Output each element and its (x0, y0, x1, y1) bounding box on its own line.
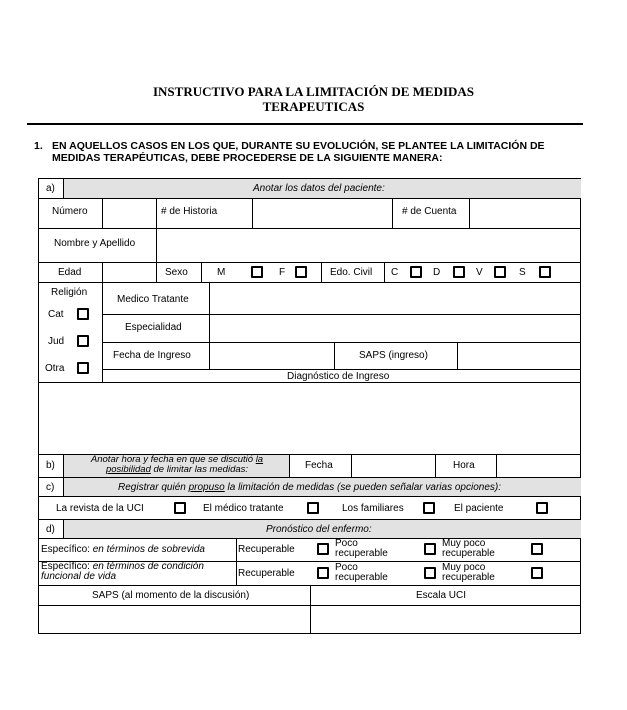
function-muy-poco-checkbox[interactable] (531, 567, 543, 579)
medico-tratante-label: Medico Tratante (117, 294, 189, 305)
section-b-heading: Anotar hora y fecha en que se discutió la posibilidad de limitar las medidas: (90, 454, 264, 475)
religion-label: Religión (51, 287, 88, 298)
function-poco-label: Poco recuperable (335, 562, 388, 583)
historia-label: # de Historia (161, 206, 218, 217)
instruction-line-2: MEDIDAS TERAPÉUTICAS, DEBE PROCEDERSE DE LA SIGUIENTE MANERA: (52, 152, 443, 164)
cuenta-field[interactable] (470, 199, 580, 227)
edad-label: Edad (58, 267, 82, 278)
civil-v-checkbox[interactable] (494, 266, 506, 278)
especialidad-field[interactable] (210, 315, 580, 341)
civil-d-label: D (433, 267, 441, 278)
function-recuperable-checkbox[interactable] (317, 567, 329, 579)
saps-ingreso-label: SAPS (ingreso) (359, 350, 428, 361)
hora-label: Hora (453, 460, 475, 471)
saps-discusion-label: SAPS (al momento de la discusión) (92, 590, 250, 601)
civil-c-checkbox[interactable] (410, 266, 422, 278)
proposer-uci-label: La revista de la UCI (56, 503, 144, 514)
survival-muy-poco-checkbox[interactable] (531, 543, 543, 555)
proposer-medico-checkbox[interactable] (307, 502, 319, 514)
survival-poco-checkbox[interactable] (424, 543, 436, 555)
survival-muy-poco-label: Muy poco recuperable (442, 538, 495, 559)
escala-uci-field[interactable] (311, 606, 580, 633)
saps-discusion-field[interactable] (40, 606, 309, 633)
religion-jud-label: Jud (48, 336, 65, 347)
civil-c-label: C (391, 267, 399, 278)
numero-label: Número (52, 206, 88, 217)
proposer-paciente-label: El paciente (454, 503, 504, 514)
proposer-medico-label: El médico tratante (203, 503, 284, 514)
numero-field[interactable] (103, 199, 155, 227)
survival-recuperable-label: Recuperable (238, 544, 295, 555)
survival-recuperable-checkbox[interactable] (317, 543, 329, 555)
diagnostico-label: Diagnóstico de Ingreso (287, 371, 390, 382)
function-poco-checkbox[interactable] (424, 567, 436, 579)
religion-otra-label: Otra (45, 363, 65, 374)
section-b-label: b) (46, 460, 55, 471)
function-muy-poco-label: Muy poco recuperable (442, 562, 495, 583)
function-recuperable-label: Recuperable (238, 568, 295, 579)
sexo-m-checkbox[interactable] (251, 266, 263, 278)
religion-otra-checkbox[interactable] (77, 362, 89, 374)
proposer-uci-checkbox[interactable] (174, 502, 186, 514)
escala-uci-label: Escala UCI (416, 590, 467, 601)
title-line-2: TERAPEUTICAS (262, 99, 365, 114)
especialidad-label: Especialidad (125, 322, 182, 333)
edo-civil-label: Edo. Civil (330, 267, 373, 278)
fecha-ingreso-label: Fecha de Ingreso (113, 350, 191, 361)
sexo-m-label: M (217, 267, 226, 278)
title-rule (27, 123, 583, 125)
civil-v-label: V (476, 267, 483, 278)
proposer-familiares-checkbox[interactable] (423, 502, 435, 514)
prognosis-function-label: Específico: en términos de condición funcional de vida (41, 561, 204, 582)
section-c-label: c) (46, 482, 55, 493)
section-d-heading: Pronóstico del enfermo: (266, 524, 372, 535)
nombre-label: Nombre y Apellido (54, 238, 136, 249)
religion-jud-checkbox[interactable] (77, 335, 89, 347)
edad-field[interactable] (103, 263, 155, 281)
prognosis-survival-label: Específico: en términos de sobrevida (41, 544, 205, 555)
instruction-number: 1. (34, 140, 43, 152)
religion-cat-label: Cat (48, 309, 64, 320)
instruction-line-1: EN AQUELLOS CASOS EN LOS QUE, DURANTE SU EVOLUCIÓN, SE PLANTEE LA LIMITACIÓN DE (52, 140, 545, 152)
cuenta-label: # de Cuenta (402, 206, 457, 217)
section-a-label: a) (46, 183, 55, 194)
fecha-label: Fecha (305, 460, 333, 471)
sexo-label: Sexo (165, 267, 188, 278)
civil-s-checkbox[interactable] (539, 266, 551, 278)
section-c-heading: Registrar quién propuso la limitación de medidas (se pueden señalar varias opciones): (118, 482, 501, 493)
section-d-label: d) (46, 524, 55, 535)
patient-form (38, 178, 581, 634)
sexo-f-checkbox[interactable] (295, 266, 307, 278)
proposer-familiares-label: Los familiares (342, 503, 404, 514)
survival-poco-label: Poco recuperable (335, 538, 388, 559)
historia-field[interactable] (253, 199, 391, 227)
civil-s-label: S (519, 267, 526, 278)
medico-tratante-field[interactable] (210, 283, 580, 313)
nombre-field[interactable] (157, 229, 580, 261)
saps-ingreso-field[interactable] (458, 343, 580, 368)
title-line-1: INSTRUCTIVO PARA LA LIMITACIÓN DE MEDIDAS (152, 84, 475, 99)
section-a-heading: Anotar los datos del paciente: (253, 183, 385, 194)
religion-cat-checkbox[interactable] (77, 308, 89, 320)
fecha-ingreso-field[interactable] (210, 343, 333, 368)
proposer-paciente-checkbox[interactable] (536, 502, 548, 514)
fecha-field[interactable] (352, 455, 434, 476)
civil-d-checkbox[interactable] (453, 266, 465, 278)
sexo-f-label: F (279, 267, 286, 278)
hora-field[interactable] (497, 455, 580, 476)
diagnostico-field[interactable] (40, 383, 580, 453)
document-title (0, 84, 627, 114)
